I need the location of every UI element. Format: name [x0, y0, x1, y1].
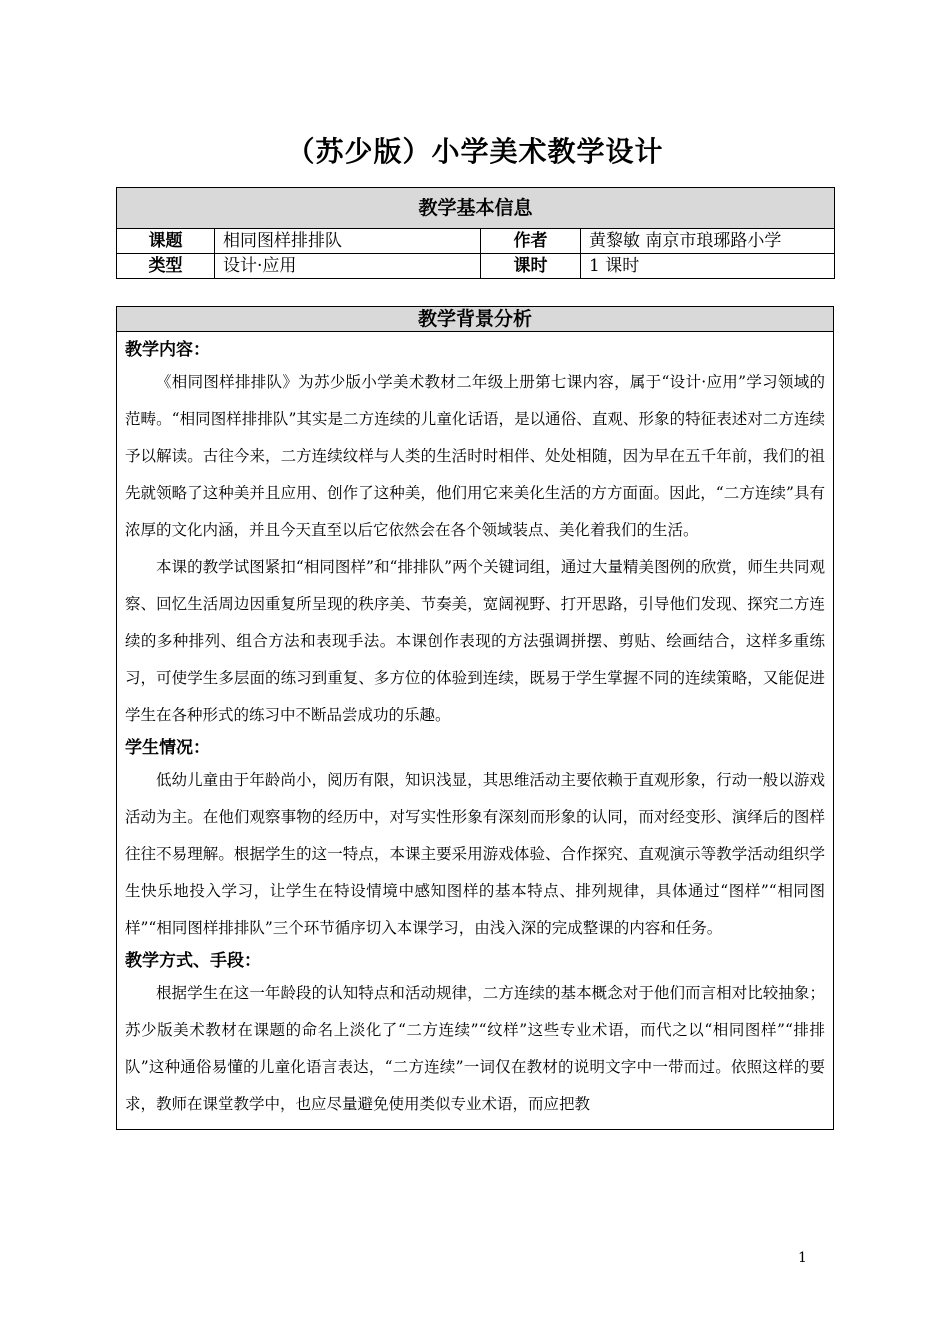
period-label: 课时 — [481, 254, 581, 279]
topic-label: 课题 — [117, 229, 215, 254]
paragraph: 《相同图样排排队》为苏少版小学美术教材二年级上册第七课内容，属于“设计·应用”学习领域的范畴。“相同图样排排队”其实是二方连续的儿童化话语，是以通俗、直观、形象的特征表述对二方连续予以解读。古往今来，二方连续纹样与人类的生活时时相伴、处处相随，因为早在五千年前，我们的祖先就领略了这种美并且应用、创作了这种美，他们用它来美化生活的方方面面。因此，“二方连续”具有浓厚的文化内涵，并且今天直至以后它依然会在各个领域装点、美化着我们的生活。 — [125, 373, 825, 539]
paragraph: 本课的教学试图紧扣“相同图样”和“排排队”两个关键词组，通过大量精美图例的欣赏，师生共同观察、回忆生活周边因重复所呈现的秩序美、节奏美，宽阔视野、打开思路，引导他们发现、探究二方连续的多种排列、组合方法和表现手法。本课创作表现的方法强调拼摆、剪贴、绘画结合，这样多重练习，可使学生多层面的练习到重复、多方位的体验到连续，既易于学生掌握不同的连续策略，又能促进学生在各种形式的练习中不断品尝成功的乐趣。 — [125, 558, 825, 724]
background-analysis-table — [116, 306, 834, 1130]
document-title: （苏少版）小学美术教学设计 — [286, 135, 664, 168]
background-analysis-content — [117, 332, 834, 1130]
page-number: 1 — [798, 1250, 807, 1266]
author-label: 作者 — [481, 229, 581, 254]
basic-info-table — [116, 187, 835, 279]
section-heading-content: 教学内容： — [125, 340, 210, 360]
paragraph: 低幼儿童由于年龄尚小，阅历有限，知识浅显，其思维活动主要依赖于直观形象，行动一般以游戏活动为主。在他们观察事物的经历中，对写实性形象有深刻而形象的认同，而对经变形、演绎后的图样往往不易理解。根据学生的这一特点，本课主要采用游戏体验、合作探究、直观演示等教学活动组织学生快乐地投入学习，让学生在特设情境中感知图样的基本特点、排列规律，具体通过“图样”“相同图样”“相同图样排排队”三个环节循序切入本课学习，由浅入深的完成整课的内容和任务。 — [125, 771, 825, 937]
period-value: 1 课时 — [581, 254, 835, 279]
section-heading-methods: 教学方式、手段： — [125, 951, 261, 971]
paragraph: 根据学生在这一年龄段的认知特点和活动规律，二方连续的基本概念对于他们而言相对比较抽象；苏少版美术教材在课题的命名上淡化了“二方连续”“纹样”这些专业术语，而代之以“相同图样”“排排队”这种通俗易懂的儿童化语言表达，“二方连续”一词仅在教材的说明文字中一带而过。依照这样的要求，教师在课堂教学中，也应尽量避免使用类似专业术语，而应把教 — [125, 984, 825, 1113]
basic-info-header: 教学基本信息 — [117, 188, 835, 229]
background-analysis-header: 教学背景分析 — [117, 307, 834, 332]
author-value: 黄黎敏 南京市琅琊路小学 — [581, 229, 835, 254]
type-label: 类型 — [117, 254, 215, 279]
type-value: 设计·应用 — [215, 254, 481, 279]
section-heading-students: 学生情况： — [125, 738, 210, 758]
topic-value: 相同图样排排队 — [215, 229, 481, 254]
